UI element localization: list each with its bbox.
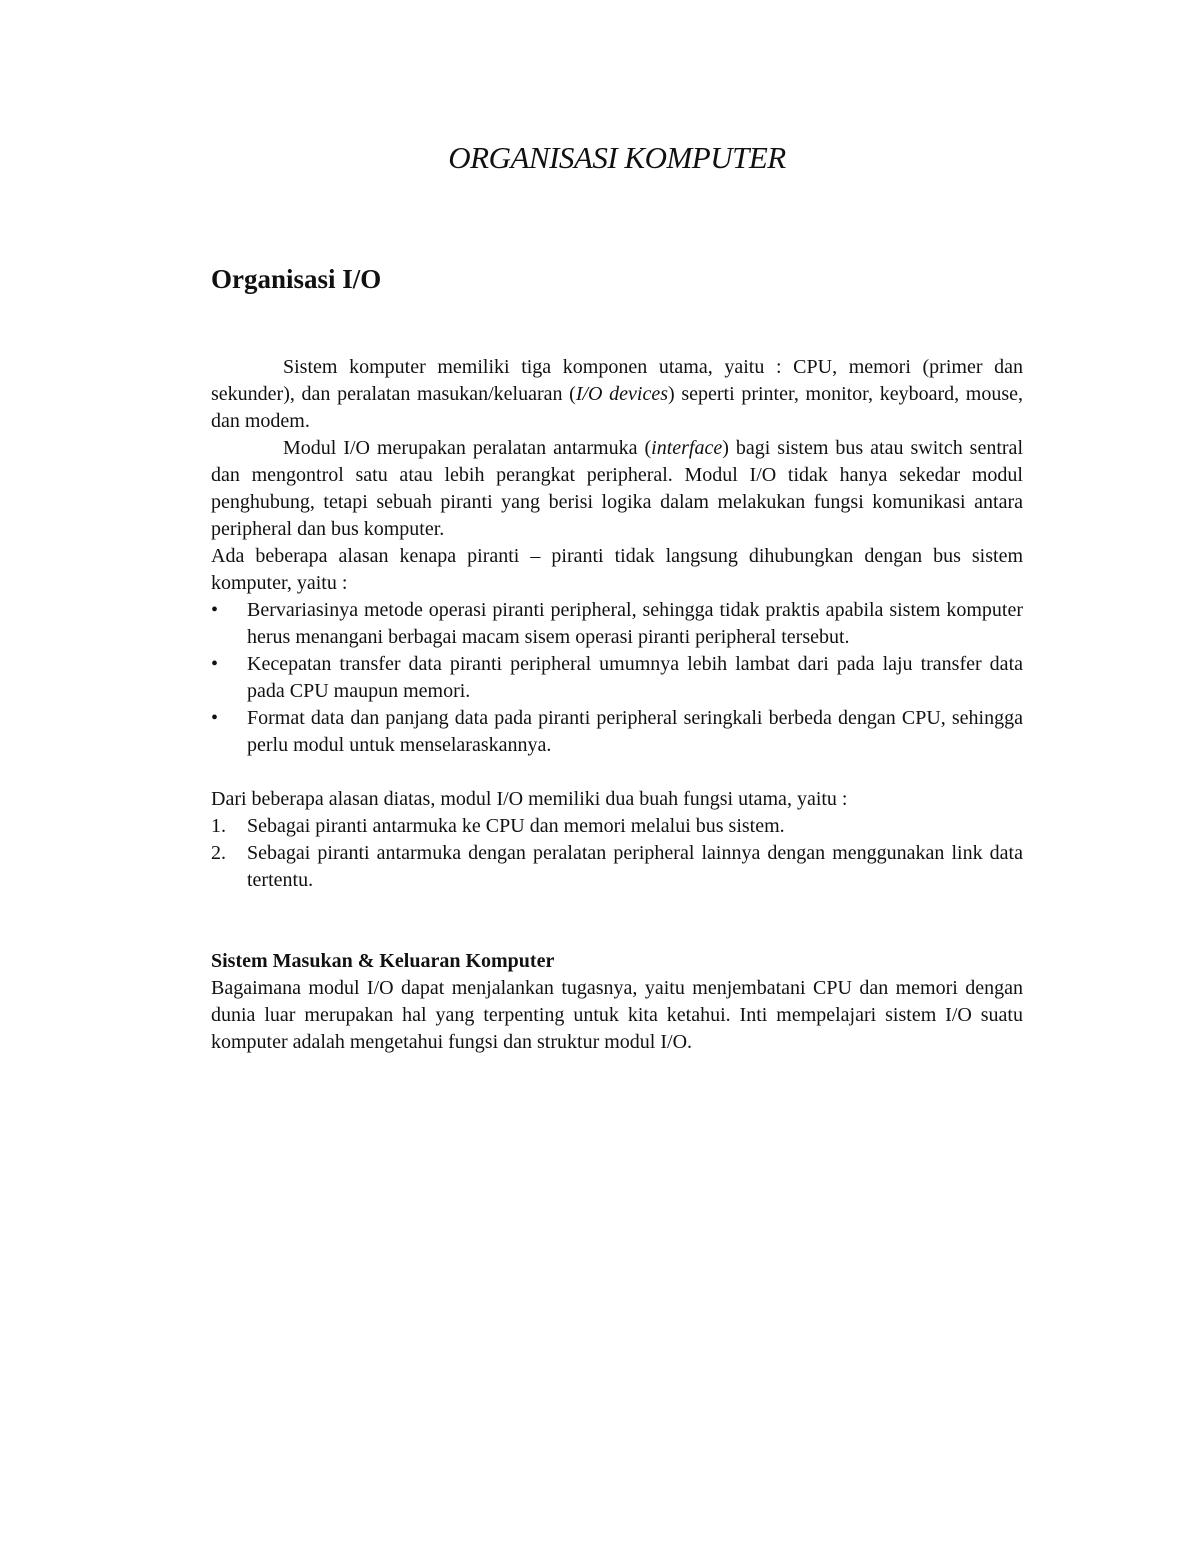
bullet-marker: • xyxy=(211,707,219,729)
list-item xyxy=(211,705,1023,759)
intro-paragraph-2 xyxy=(211,435,1023,543)
intro-paragraph-1 xyxy=(211,354,1023,435)
list-item-text: Bervariasinya metode operasi piranti peripheral, sehingga tidak praktis apabila sistem komputer herus menangani berbagai macam sisem operasi piranti peripheral tersebut. xyxy=(247,599,1023,648)
spacer xyxy=(211,894,1023,948)
list-item xyxy=(211,813,1023,840)
closing-paragraph: Bagaimana modul I/O dapat menjalankan tugasnya, yaitu menjembatani CPU dan memori dengan dunia luar merupakan hal yang terpenting untuk kita ketahui. Inti mempelajari sistem I/O suatu komputer adalah mengetahui fungsi dan struktur modul I/O. xyxy=(211,977,1023,1053)
intro-paragraph-2-emphasis: interface xyxy=(651,437,723,459)
intro-paragraph-1-part1: Sistem komputer memiliki tiga komponen utama, yaitu : CPU, memori (primer dan sekunder), dan peralatan masukan/keluaran ( xyxy=(211,356,1023,405)
list-item-text: Sebagai piranti antarmuka dengan peralatan peripheral lainnya dengan menggunakan link data tertentu. xyxy=(247,842,1023,891)
spacer xyxy=(211,759,1023,786)
intro-paragraph-2-part1: Modul I/O merupakan peralatan antarmuka ( xyxy=(283,437,652,459)
reasons-intro: Ada beberapa alasan kenapa piranti – piranti tidak langsung dihubungkan dengan bus sistem komputer, yaitu : xyxy=(211,545,1023,594)
functions-list xyxy=(211,813,1023,894)
subheading: Sistem Masukan & Keluaran Komputer xyxy=(211,950,555,972)
bullet-marker: • xyxy=(211,599,219,621)
list-item-text: Sebagai piranti antarmuka ke CPU dan memori melalui bus sistem. xyxy=(247,815,785,837)
number-marker: 1. xyxy=(211,815,226,837)
number-marker: 2. xyxy=(211,842,226,864)
bullet-marker: • xyxy=(211,653,219,675)
list-item xyxy=(211,840,1023,894)
reasons-list xyxy=(211,597,1023,759)
functions-intro: Dari beberapa alasan diatas, modul I/O memiliki dua buah fungsi utama, yaitu : xyxy=(211,788,848,810)
intro-paragraph-1-emphasis: I/O devices xyxy=(575,383,669,405)
list-item xyxy=(211,651,1023,705)
intro-paragraph-1-part2: ) seperti printer, monitor, keyboard, mouse, dan modem. xyxy=(211,383,1024,432)
section-heading: Organisasi I/O xyxy=(211,264,382,294)
list-item-text: Kecepatan transfer data piranti peripheral umumnya lebih lambat dari pada laju transfer data pada CPU maupun memori. xyxy=(247,653,1023,702)
list-item xyxy=(211,597,1023,651)
intro-paragraph-2-part2: ) bagi sistem bus atau switch sentral dan mengontrol satu atau lebih perangkat peripheral. Modul I/O tidak hanya sekedar modul penghubung, tetapi sebuah piranti yang berisi logika dalam melakukan fungsi komunikasi antara peripheral dan bus komputer. xyxy=(211,437,1023,540)
document-title: ORGANISASI KOMPUTER xyxy=(448,140,786,175)
list-item-text: Format data dan panjang data pada piranti peripheral seringkali berbeda dengan CPU, sehingga perlu modul untuk menselaraskannya. xyxy=(247,707,1023,756)
document-body xyxy=(211,354,1023,1056)
